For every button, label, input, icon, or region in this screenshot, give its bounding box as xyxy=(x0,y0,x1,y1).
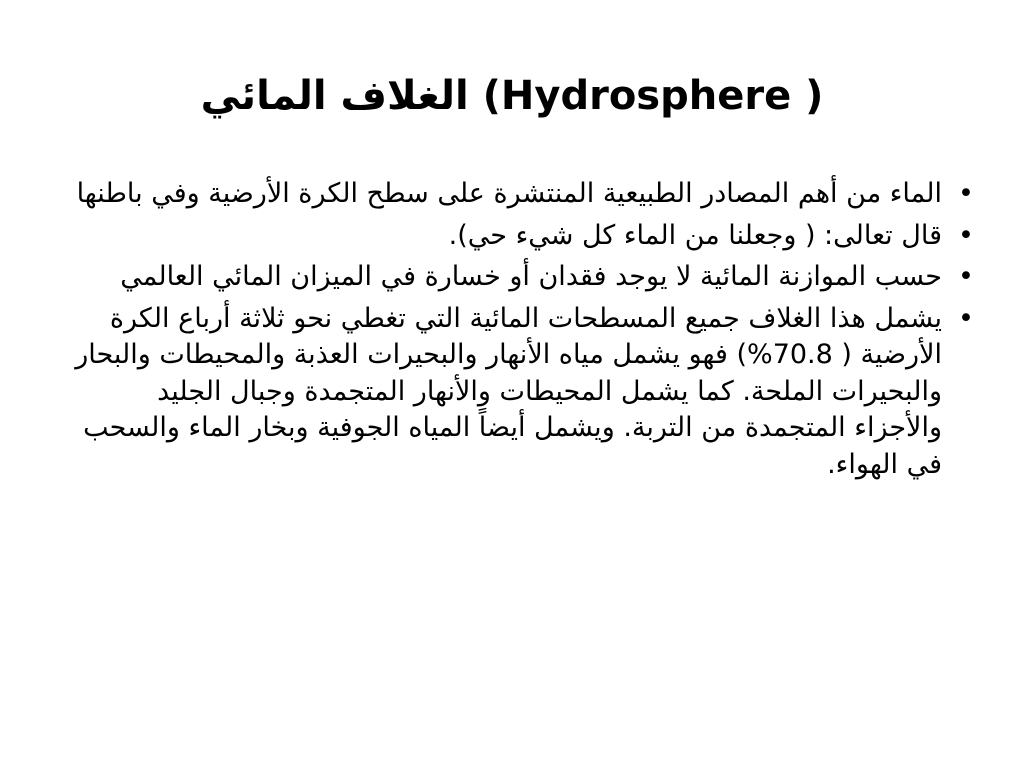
bullet-text: الماء من أهم المصادر الطبيعية المنتشرة على سطح الكرة الأرضية وفي باطنها xyxy=(76,178,942,209)
bullet-item xyxy=(62,301,974,484)
bullet-text: حسب الموازنة المائية لا يوجد فقدان أو خسارة في الميزان المائي العالمي xyxy=(120,261,942,292)
bullet-item xyxy=(62,218,974,255)
bullet-list xyxy=(62,176,974,488)
bullet-text: يشمل هذا الغلاف جميع المسطحات المائية التي تغطي نحو ثلاثة أرباع الكرة الأرضية ( 70.8%) فهو يشمل مياه الأنهار والبحيرات العذبة والمحيطات والبحار والبحيرات الملحة. كما يشمل المحيطات والأنهار المتجمدة وجبال الجليد والأجزاء المتجمدة من التربة. ويشمل أيضاً المياه الجوفية وبخار الماء والسحب في الهواء. xyxy=(75,302,942,480)
bullet-dot-icon: • xyxy=(958,178,974,209)
slide-title: الغلاف المائي (Hydrosphere ) xyxy=(200,73,824,119)
bullet-item xyxy=(62,176,974,213)
bullet-text: قال تعالى: ( وجعلنا من الماء كل شيء حي). xyxy=(448,219,942,251)
bullet-dot-icon: • xyxy=(958,219,974,251)
bullet-item xyxy=(62,259,974,296)
bullet-dot-icon: • xyxy=(958,261,974,292)
bullet-dot-icon: • xyxy=(958,302,974,334)
